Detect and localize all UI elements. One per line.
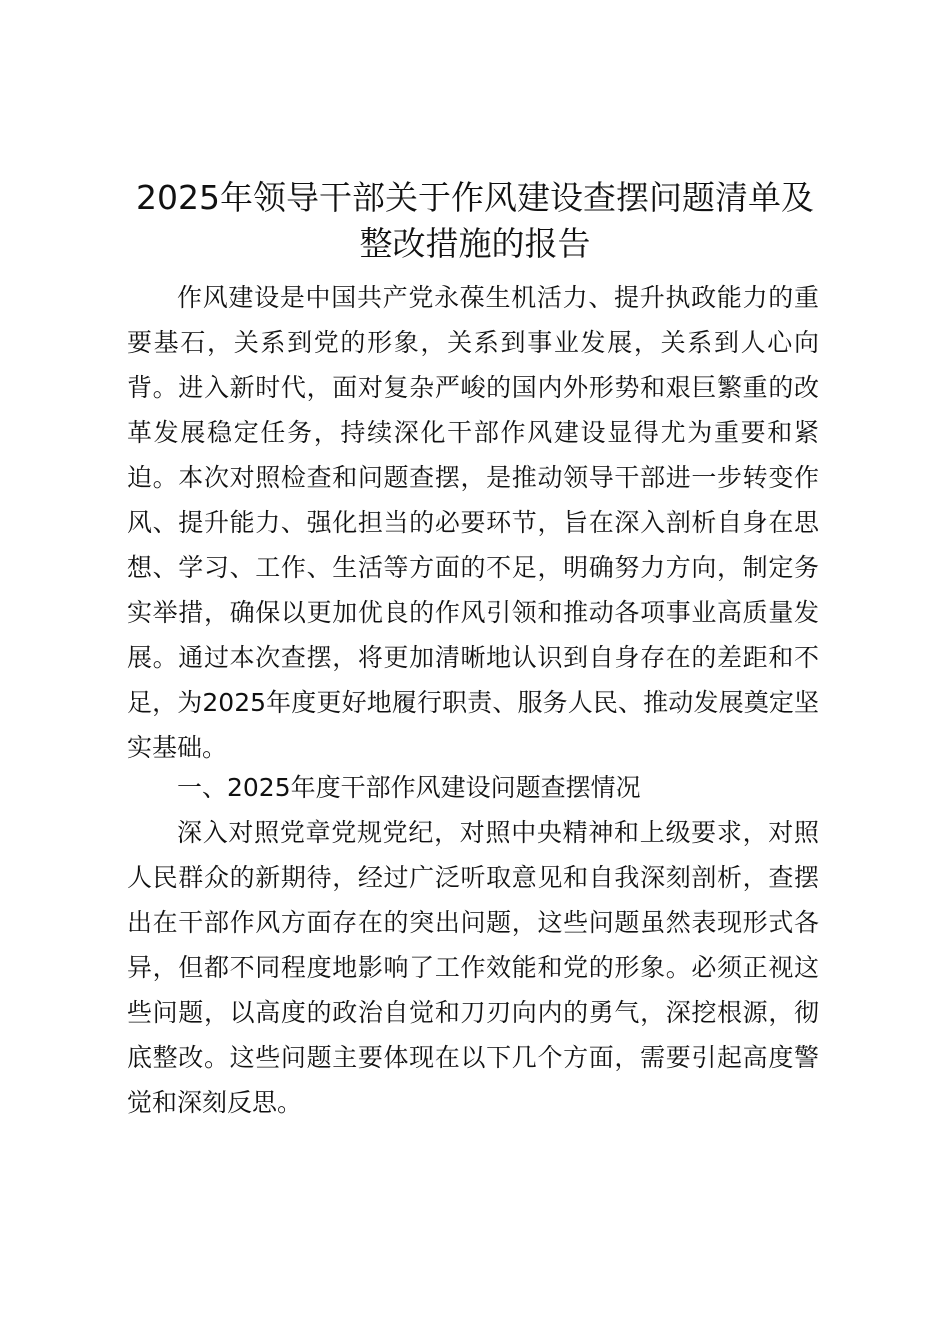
- section-paragraph: 深入对照党章党规党纪，对照中央精神和上级要求，对照人民群众的新期待，经过广泛听取意见和自我深刻剖析，查摆出在干部作风方面存在的突出问题，这些问题虽然表现形式各异，但都不同程度地影响了工作效能和党的形象。必须正视这些问题，以高度的政治自觉和刀刃向内的勇气，深挖根源，彻底整改。这些问题主要体现在以下几个方面，需要引起高度警觉和深刻反思。: [127, 818, 819, 1117]
- section-heading: 一、2025年度干部作风建设问题查摆情况: [177, 773, 641, 802]
- document-title: 2025年领导干部关于作风建设查摆问题清单及整改措施的报告: [136, 178, 814, 263]
- intro-paragraph: 作风建设是中国共产党永葆生机活力、提升执政能力的重要基石，关系到党的形象，关系到事业发展，关系到人心向背。进入新时代，面对复杂严峻的国内外形势和艰巨繁重的改革发展稳定任务，持续深化干部作风建设显得尤为重要和紧迫。本次对照检查和问题查摆，是推动领导干部进一步转变作风、提升能力、强化担当的必要环节，旨在深入剖析自身在思想、学习、工作、生活等方面的不足，明确努力方向，制定务实举措，确保以更加优良的作风引领和推动各项事业高质量发展。通过本次查摆，将更加清晰地认识到自身存在的差距和不足，为2025年度更好地履行职责、服务人民、推动发展奠定坚实基础。: [127, 283, 819, 762]
